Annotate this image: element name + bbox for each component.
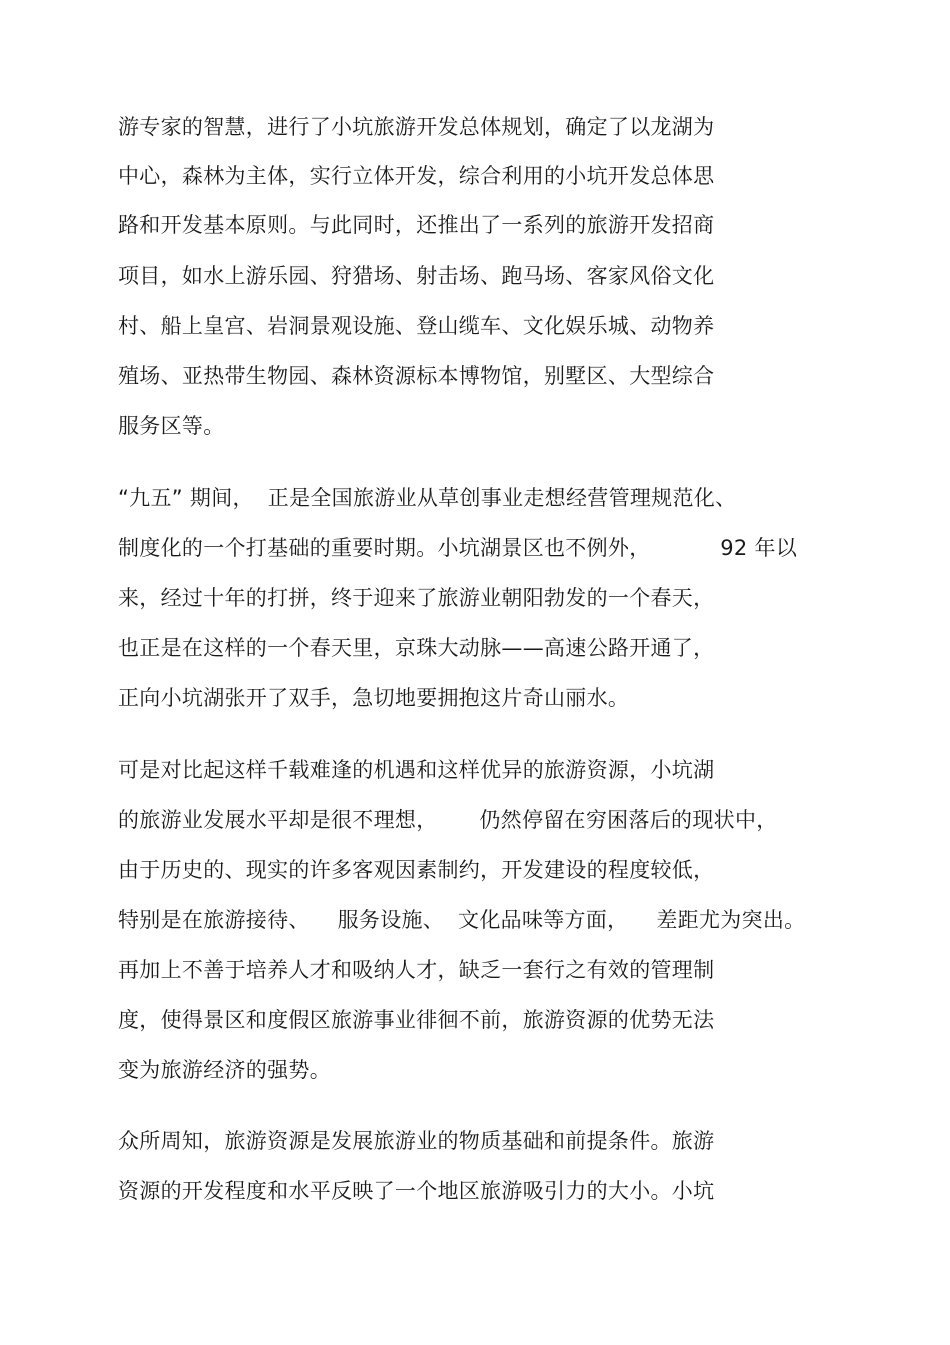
paragraph-line: 路和开发基本原则。与此同时，还推出了一系列的旅游开发招商 [118,213,715,237]
paragraph-line: 项目，如水上游乐园、狩猎场、射击场、跑马场、客家风俗文化 [118,264,715,288]
paragraph-line: 资源的开发程度和水平反映了一个地区旅游吸引力的大小。小坑 [118,1179,715,1203]
paragraph-line: 由于历史的、现实的许多客观因素制约，开发建设的程度较低， [118,858,715,882]
paragraph-line: 村、船上皇宫、岩洞景观设施、登山缆车、文化娱乐城、动物养 [118,314,715,338]
paragraph-line: 众所周知，旅游资源是发展旅游业的物质基础和前提条件。旅游 [118,1129,715,1153]
paragraph-line: 正向小坑湖张开了双手，急切地要拥抱这片奇山丽水。 [118,686,630,710]
paragraph-line: “九五” 期间， 正是全国旅游业从草创事业走想经营管理规范化、 [118,486,737,510]
paragraph-line: 再加上不善于培养人才和吸纳人才，缺乏一套行之有效的管理制 [118,958,715,982]
paragraph-line: 服务区等。 [118,414,225,438]
paragraph-line: 制度化的一个打基础的重要时期。小坑湖景区也不例外， 92 年以 [118,536,798,560]
paragraph-line: 来，经过十年的打拼，终于迎来了旅游业朝阳勃发的一个春天， [118,586,715,610]
paragraph-line: 度，使得景区和度假区旅游事业徘徊不前，旅游资源的优势无法 [118,1008,715,1032]
paragraph-line: 特别是在旅游接待、 服务设施、 文化品味等方面， 差距尤为突出。 [118,908,806,932]
paragraph-line: 游专家的智慧，进行了小坑旅游开发总体规划，确定了以龙湖为 [118,115,715,139]
paragraph-line: 中心，森林为主体，实行立体开发，综合利用的小坑开发总体思 [118,164,715,188]
paragraph-line: 可是对比起这样千载难逢的机遇和这样优异的旅游资源，小坑湖 [118,758,715,782]
paragraph-line: 的旅游业发展水平却是很不理想， 仍然停留在穷困落后的现状中， [118,808,778,832]
paragraph-line: 也正是在这样的一个春天里，京珠大动脉——高速公路开通了， [118,636,715,660]
paragraph-line: 变为旅游经济的强势。 [118,1058,331,1082]
paragraph-line: 殖场、亚热带生物园、森林资源标本博物馆，别墅区、大型综合 [118,364,715,388]
